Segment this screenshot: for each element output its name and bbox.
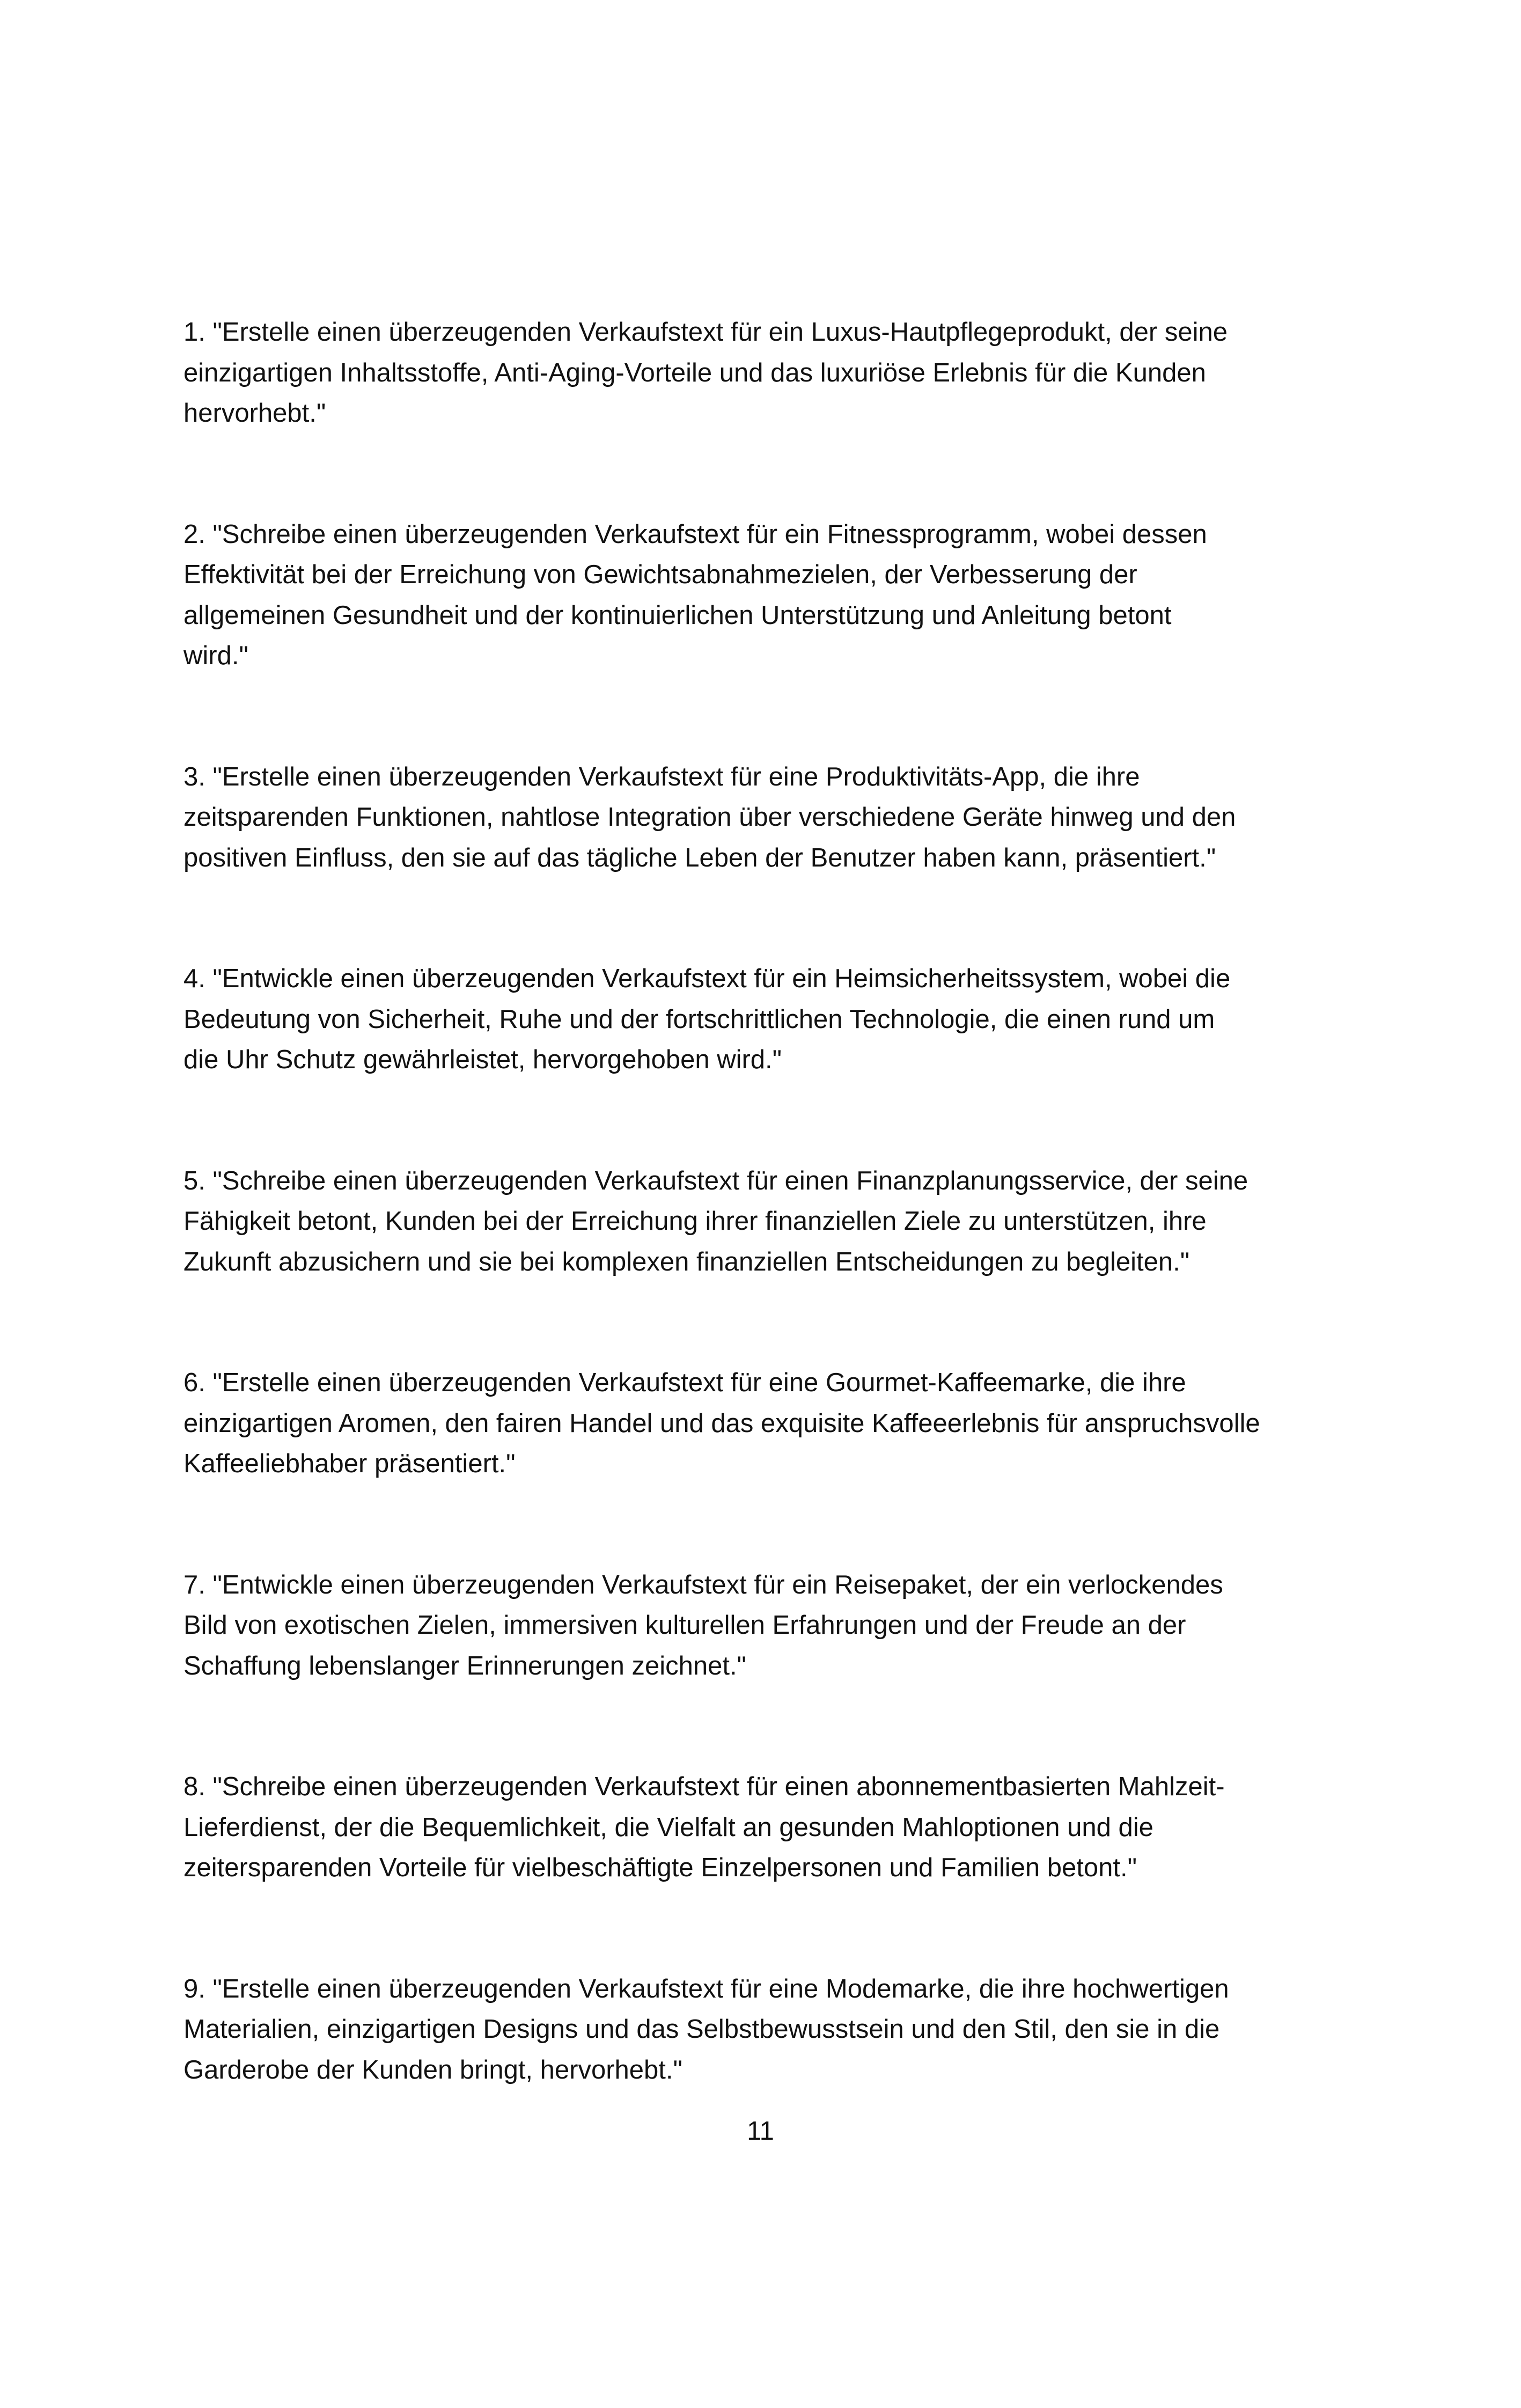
list-item: 2. "Schreibe einen überzeugenden Verkaufstext für ein Fitnessprogramm, wobei dessen Effektivität bei der Erreichung von Gewichtsabnahmezielen, der Verbesserung der allgemeinen Gesundheit und der kontinuierlichen Unterstützung und Anleitung betont wird." xyxy=(183,519,1207,670)
item-spacer xyxy=(183,1686,1358,1767)
list-item: 8. "Schreibe einen überzeugenden Verkaufstext für einen abonnementbasierten Mahlzeit- Lieferdienst, der die Bequemlichkeit, die Vielfalt an gesunden Mahloptionen und die zeitersparenden Vorteile für vielbeschäftigte Einzelpersonen und Familien betont." xyxy=(183,1772,1225,1882)
item-spacer xyxy=(183,1282,1358,1363)
list-item: 7. "Entwickle einen überzeugenden Verkaufstext für ein Reisepaket, der ein verlockendes Bild von exotischen Zielen, immersiven kulturellen Erfahrungen und der Freude an der Schaffung lebenslanger Erinnerungen zeichnet." xyxy=(183,1570,1223,1680)
prompt-list xyxy=(183,312,1358,2090)
item-spacer xyxy=(183,1889,1358,1969)
item-spacer xyxy=(183,1081,1358,1161)
item-spacer xyxy=(183,878,1358,959)
item-spacer xyxy=(183,677,1358,757)
list-item: 4. "Entwickle einen überzeugenden Verkaufstext für ein Heimsicherheitssystem, wobei die Bedeutung von Sicherheit, Ruhe und der fortschrittlichen Technologie, die einen rund um die Uhr Schutz gewährleistet, hervorgehoben wird." xyxy=(183,964,1231,1074)
list-item: 6. "Erstelle einen überzeugenden Verkaufstext für eine Gourmet-Kaffeemarke, die ihre einzigartigen Aromen, den fairen Handel und das exquisite Kaffeeerlebnis für anspruchsvolle Kaffeeliebhaber präsentiert." xyxy=(183,1368,1260,1478)
page-number: 11 xyxy=(747,2117,774,2146)
list-item: 3. "Erstelle einen überzeugenden Verkaufstext für eine Produktivitäts-App, die ihre zeitsparenden Funktionen, nahtlose Integration über verschiedene Geräte hinweg und den positiven Einfluss, den sie auf das tägliche Leben der Benutzer haben kann, präsentiert." xyxy=(183,762,1236,872)
list-item: 1. "Erstelle einen überzeugenden Verkaufstext für ein Luxus-Hautpflegeprodukt, der seine einzigartigen Inhaltsstoffe, Anti-Aging-Vorteile und das luxuriöse Erlebnis für die Kunden hervorhebt." xyxy=(183,318,1228,428)
item-spacer xyxy=(183,434,1358,515)
list-item: 9. "Erstelle einen überzeugenden Verkaufstext für eine Modemarke, die ihre hochwertigen Materialien, einzigartigen Designs und das Selbstbewusstsein und den Stil, den sie in die Garderobe der Kunden bringt, hervorhebt." xyxy=(183,1974,1229,2084)
item-spacer xyxy=(183,1485,1358,1565)
list-item: 5. "Schreibe einen überzeugenden Verkaufstext für einen Finanzplanungsservice, der seine Fähigkeit betont, Kunden bei der Erreichung ihrer finanziellen Ziele zu unterstützen, ihre Zukunft abzusichern und sie bei komplexen finanziellen Entscheidungen zu begleiten." xyxy=(183,1166,1248,1276)
